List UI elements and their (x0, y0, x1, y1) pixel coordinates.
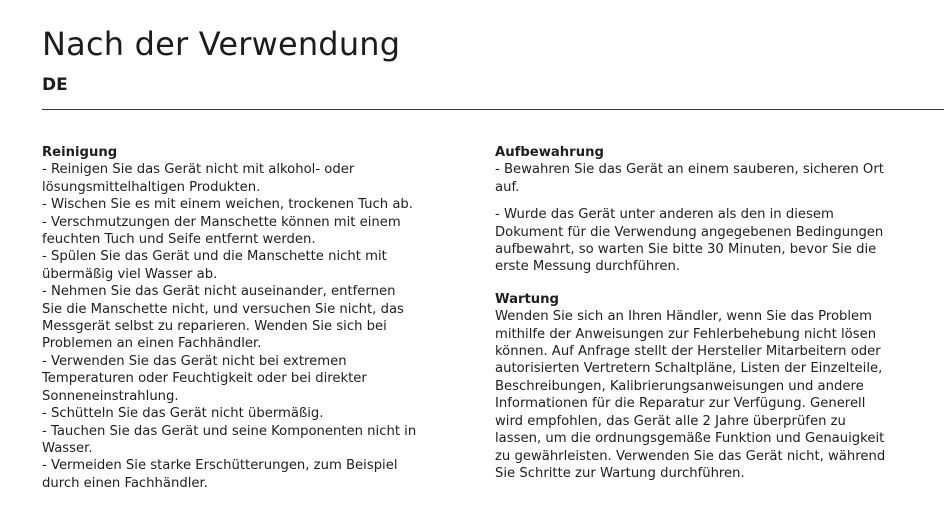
cleaning-line: - Vermeiden Sie starke Erschütterungen, zum Beispiel (42, 458, 398, 474)
maintenance-line: wird empfohlen, das Gerät alle 2 Jahre überprüfen zu (495, 413, 846, 429)
storage-line: Dokument für die Verwendung angegebenen Bedingungen (495, 224, 884, 240)
maintenance-line: autorisierten Vertretern Schaltpläne, Listen der Einzelteile, (495, 361, 883, 377)
cleaning-line: übermäßig viel Wasser ab. (42, 266, 218, 282)
maintenance-line: mithilfe der Anweisungen zur Fehlerbehebung nicht lösen (495, 326, 877, 342)
cleaning-line: Messgerät selbst zu reparieren. Wenden Sie sich bei (42, 319, 387, 335)
maintenance-line: lassen, um die ordnungsgemäße Funktion und Genauigkeit (495, 431, 885, 447)
maintenance-line: Beschreibungen, Kalibrierungsanweisungen und andere (495, 378, 864, 394)
cleaning-line: feuchten Tuch und Seife entfernt werden. (42, 232, 316, 248)
left-column (42, 144, 472, 492)
storage-line: erste Messung durchführen. (495, 259, 681, 275)
storage-line: auf. (495, 179, 520, 195)
maintenance-line: zu gewährleisten. Verwenden Sie das Gerät nicht, während (495, 448, 886, 464)
cleaning-line: - Reinigen Sie das Gerät nicht mit alkohol- oder (42, 162, 355, 178)
storage-line: - Wurde das Gerät unter anderen als den in diesem (495, 207, 834, 223)
storage-line: - Bewahren Sie das Gerät an einem sauberen, sicheren Ort (495, 162, 884, 178)
maintenance-heading: Wartung (495, 291, 559, 307)
storage-line: aufbewahrt, so warten Sie bitte 30 Minuten, bevor Sie die (495, 242, 877, 258)
right-column (495, 144, 941, 482)
cleaning-line: - Spülen Sie das Gerät und die Manschette nicht mit (42, 249, 387, 265)
cleaning-line: Temperaturen oder Feuchtigkeit oder bei direkter (42, 371, 367, 387)
cleaning-line: Sonneneinstrahlung. (42, 388, 179, 404)
paragraph-spacer (495, 196, 941, 206)
storage-heading: Aufbewahrung (495, 145, 604, 160)
cleaning-line: - Wischen Sie es mit einem weichen, trockenen Tuch ab. (42, 197, 413, 213)
cleaning-section (42, 144, 472, 492)
maintenance-line: Wenden Sie sich an Ihren Händler, wenn Sie das Problem (495, 309, 873, 325)
cleaning-line: durch einen Fachhändler. (42, 475, 208, 491)
cleaning-line: - Verwenden Sie das Gerät nicht bei extremen (42, 353, 347, 369)
storage-paragraph (495, 161, 941, 196)
storage-section (495, 144, 941, 276)
cleaning-line: - Schütteln Sie das Gerät nicht übermäßig. (42, 406, 324, 422)
maintenance-text (495, 308, 941, 482)
maintenance-line: können. Auf Anfrage stellt der Hersteller Mitarbeitern oder (495, 344, 881, 360)
cleaning-line: lösungsmittelhaltigen Produkten. (42, 179, 261, 195)
maintenance-section (495, 291, 941, 482)
section-spacer (495, 276, 941, 291)
cleaning-line: Sie die Manschette nicht, und versuchen Sie nicht, das (42, 301, 404, 317)
header-divider (42, 109, 944, 110)
cleaning-line: - Verschmutzungen der Manschette können mit einem (42, 214, 401, 230)
cleaning-text (42, 161, 472, 492)
cleaning-heading: Reinigung (42, 145, 118, 160)
page-title: Nach der Verwendung (42, 25, 401, 63)
cleaning-line: Wasser. (42, 440, 93, 456)
language-code: DE (42, 75, 68, 95)
maintenance-line: Sie Schritte zur Wartung durchführen. (495, 465, 745, 481)
storage-paragraph (495, 206, 941, 276)
maintenance-line: Informationen für die Reparatur zur Verfügung. Generell (495, 396, 866, 412)
cleaning-line: - Nehmen Sie das Gerät nicht auseinander, entfernen (42, 284, 396, 300)
cleaning-line: - Tauchen Sie das Gerät und seine Komponenten nicht in (42, 423, 417, 439)
cleaning-line: Problemen an einen Fachhändler. (42, 336, 262, 352)
